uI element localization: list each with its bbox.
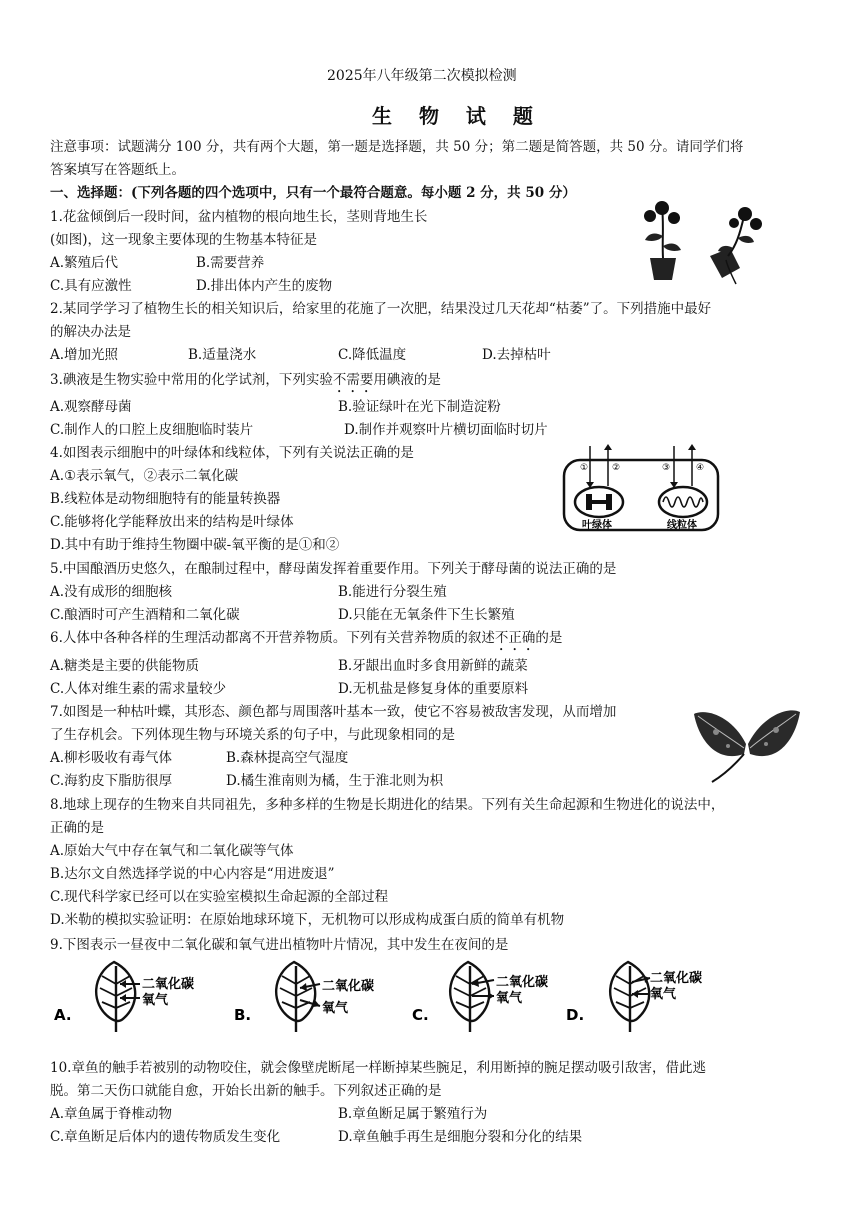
q1-option-a: A.繁殖后代 [50,255,119,271]
leaf-option-d [566,962,702,1032]
q10-option-d: D.章鱼触手再生是细胞分裂和分化的结果 [338,1129,583,1145]
svg-text:B.: B. [234,1006,252,1024]
q8-option-b: B.达尔文自然选择学说的中心内容是“用进废退” [50,866,335,882]
q3-option-d: D.制作并观察叶片横切面临时切片 [344,422,548,438]
q8-option-a: A.原始大气中存在氧气和二氧化碳等气体 [50,843,294,859]
label-2: ② [612,463,621,473]
q2-option-b: B.适量浇水 [188,347,257,363]
svg-text:二氧化碳: 二氧化碳 [650,971,703,986]
svg-text:二氧化碳: 二氧化碳 [142,977,195,992]
q7-option-d: D.橘生淮南则为橘，生于淮北则为枳 [226,773,444,789]
q7-stem-2: 了生存机会。下列体现生物与环境关系的句子中，与此现象相同的是 [50,727,455,743]
q8-stem-1: 8.地球上现存的生物来自共同祖先，多种多样的生物是长期进化的结果。下列有关生命起源和生物进化的说法中， [50,797,725,813]
svg-text:氧气: 氧气 [142,993,169,1008]
svg-text:二氧化碳: 二氧化碳 [496,975,549,990]
q1-stem-1: 1.花盆倾倒后一段时间，盆内植物的根向地生长，茎则背地生长 [50,209,428,225]
q1-option-d: D.排出体内产生的废物 [196,278,333,294]
q7-option-c: C.海豹皮下脂肪很厚 [50,773,173,789]
q6-option-a: A.糖类是主要的供能物质 [50,658,200,674]
svg-text:D.: D. [566,1006,585,1024]
q8-stem-2: 正确的是 [50,820,104,836]
q6-emphasis: 不正确 [494,630,536,646]
q5-stem: 5.中国酿酒历史悠久，在酿制过程中，酵母菌发挥着重要作用。下列关于酵母菌的说法正确的是 [50,561,617,577]
svg-text:A.: A. [54,1006,72,1024]
notice-line-1: 注意事项：试题满分 100 分，共有两个大题，第一题是选择题，共 50 分；第二题是简答题，共 50 分。请同学们将 [50,139,744,155]
chloroplast-label: 叶绿体 [582,520,612,531]
svg-text:C.: C. [412,1006,429,1024]
q2-stem-2: 的解决办法是 [50,324,131,340]
q10-option-a: A.章鱼属于脊椎动物 [50,1106,173,1122]
q2-stem-1: 2.某同学学习了植物生长的相关知识后，给家里的花施了一次肥，结果没过几天花却“枯萎”了。下列措施中最好 [50,301,712,317]
dead-leaf-butterfly-figure [692,702,802,784]
leaf-gas-exchange-figure [50,956,770,1036]
q5-option-a: A.没有成形的细胞核 [50,584,173,600]
q10-option-c: C.章鱼断足后体内的遗传物质发生变化 [50,1129,281,1145]
svg-text:二氧化碳: 二氧化碳 [322,979,375,994]
q3-option-a: A.观察酵母菌 [50,399,132,415]
q4-option-b: B.线粒体是动物细胞特有的能量转换器 [50,491,281,507]
q2-option-a: A.增加光照 [50,347,119,363]
q5-option-d: D.只能在无氧条件下生长繁殖 [338,607,515,623]
q1-stem-2: (如图)，这一现象主要体现的生物基本特征是 [50,232,318,248]
q10-stem-2: 脱。第二天伤口就能自愈，开始长出新的触手。下列叙述正确的是 [50,1083,442,1099]
exam-name: 2025年八年级第二次模拟检测 [327,68,517,84]
leaf-option-b [234,962,374,1032]
q3-option-c: C.制作人的口腔上皮细胞临时装片 [50,422,254,438]
svg-text:氧气: 氧气 [496,991,523,1006]
q6-stem: 6.人体中各种各样的生理活动都离不开营养物质。下列有关营养物质的叙述不正确的是 [50,630,563,646]
q6-option-d: D.无机盐是修复身体的重要原料 [338,681,529,697]
q10-stem-1: 10.章鱼的触手若被别的动物咬住，就会像壁虎断尾一样断掉某些腕足，利用断掉的腕足摆动吸引敌害，借此逃 [50,1060,706,1076]
label-3: ③ [662,463,671,473]
label-4: ④ [696,463,705,473]
mitochondrion-label: 线粒体 [667,520,697,531]
q6-option-c: C.人体对维生素的需求量较少 [50,681,227,697]
q8-option-c: C.现代科学家已经可以在实验室模拟生命起源的全部过程 [50,889,389,905]
q5-option-b: B.能进行分裂生殖 [338,584,447,600]
q5-option-c: C.酿酒时可产生酒精和二氧化碳 [50,607,240,623]
notice-line-2: 答案填写在答题纸上。 [50,162,185,178]
q6-option-b: B.牙龈出血时多食用新鲜的蔬菜 [338,658,528,674]
subject-title: 生 物 试 题 [372,104,543,128]
q1-option-b: B.需要营养 [196,255,265,271]
q7-stem-1: 7.如图是一种枯叶蝶，其形态、颜色都与周围落叶基本一致，使它不容易被敌害发现，从而增加 [50,704,617,720]
svg-text:氧气: 氧气 [322,1001,349,1016]
q2-option-c: C.降低温度 [338,347,407,363]
q7-option-a: A.柳杉吸收有毒气体 [50,750,173,766]
q4-stem: 4.如图表示细胞中的叶绿体和线粒体，下列有关说法正确的是 [50,445,414,461]
q4-option-c: C.能够将化学能释放出来的结构是叶绿体 [50,514,294,530]
q1-option-c: C.具有应激性 [50,278,132,294]
q9-stem: 9.下图表示一昼夜中二氧化碳和氧气进出植物叶片情况，其中发生在夜间的是 [50,937,509,953]
q2-option-d: D.去掉枯叶 [482,347,551,363]
q3-stem: 3.碘液是生物实验中常用的化学试剂，下列实验不需要用碘液的是 [50,372,441,388]
organelle-figure [560,442,722,534]
section-1-heading: 一、选择题：(下列各题的四个选项中，只有一个最符合题意。每小题 2 分，共 50 分） [50,185,576,201]
label-1: ① [580,463,589,473]
q10-option-b: B.章鱼断足属于繁殖行为 [338,1106,488,1122]
leaf-option-a [54,962,194,1032]
q7-option-b: B.森林提高空气湿度 [226,750,349,766]
q3-option-b: B.验证绿叶在光下制造淀粉 [338,399,501,415]
svg-text:氧气: 氧气 [650,987,677,1002]
q8-option-d: D.米勒的模拟实验证明：在原始地球环境下，无机物可以形成构成蛋白质的简单有机物 [50,912,565,928]
leaf-option-c [412,962,548,1032]
q3-emphasis: 不需要 [332,372,374,388]
q4-option-d: D.其中有助于维持生物圈中碳-氧平衡的是①和② [50,537,340,553]
q4-option-a: A.①表示氧气，②表示二氧化碳 [50,468,239,484]
tipped-flowerpot-figure [632,196,772,288]
